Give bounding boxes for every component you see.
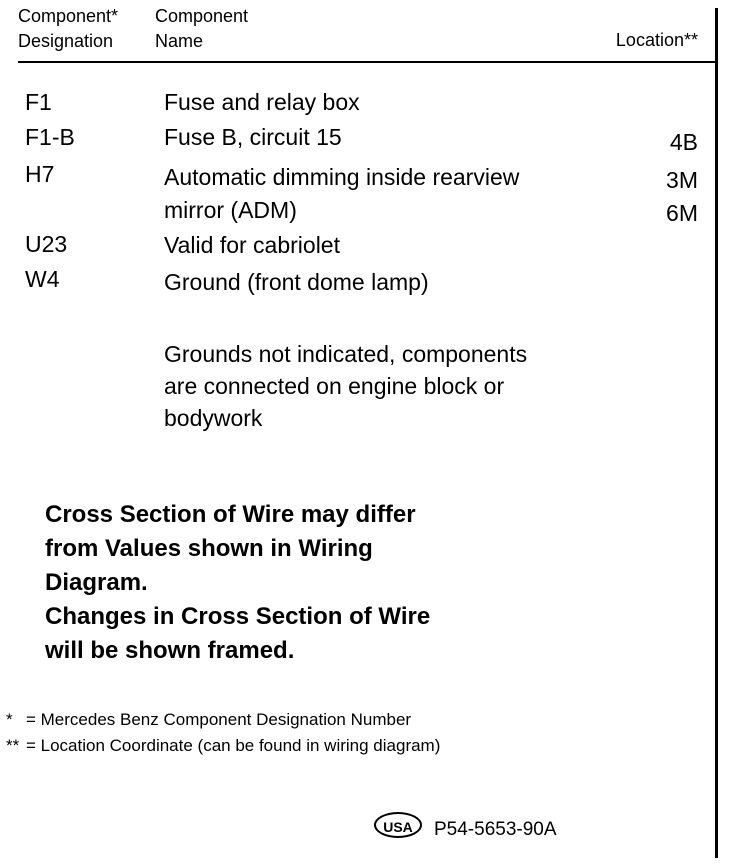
- header-location: Location**: [615, 30, 698, 50]
- footnote-location: [6, 734, 440, 758]
- row-name: mirror (ADM): [164, 197, 297, 223]
- row-code: W4: [25, 266, 60, 292]
- row-name: Fuse and relay box: [164, 89, 360, 115]
- note-line: bodywork: [164, 405, 263, 431]
- header-designation-line1: Component*: [18, 6, 119, 26]
- header-designation: [18, 4, 118, 54]
- footnote-mark: **: [6, 736, 20, 755]
- wire-cross-section-warning: [45, 498, 565, 668]
- row-code: F1-B: [25, 124, 75, 150]
- warning-line: will be shown framed.: [45, 637, 295, 664]
- row-name: Ground (front dome lamp): [164, 269, 429, 295]
- part-number: P54-5653-90A: [434, 819, 557, 840]
- footnote-text: = Mercedes Benz Component Designation Number: [26, 710, 412, 729]
- warning-line: Cross Section of Wire may differ: [45, 501, 416, 528]
- warning-line: Diagram.: [45, 569, 148, 596]
- row-name: Fuse B, circuit 15: [164, 124, 342, 150]
- footnote-designation: [6, 708, 411, 732]
- note-line: are connected on engine block or: [164, 373, 505, 399]
- row-name: Valid for cabriolet: [164, 232, 340, 258]
- grounds-note: [164, 338, 644, 434]
- usa-badge: USA: [374, 812, 422, 838]
- footnote-mark: *: [6, 710, 13, 729]
- row-location: 6M: [666, 200, 698, 226]
- row-location: 3M: [666, 167, 698, 193]
- row-code: F1: [25, 89, 52, 115]
- warning-line: Changes in Cross Section of Wire: [45, 603, 431, 630]
- right-border-rule: [715, 8, 718, 858]
- note-line: Grounds not indicated, components: [164, 341, 528, 367]
- row-code: H7: [25, 161, 55, 187]
- row-code: U23: [25, 231, 68, 257]
- header-name-line2: Name: [155, 31, 204, 51]
- header-divider: [18, 61, 715, 63]
- header-name: [155, 4, 248, 54]
- header-name-line1: Component: [155, 6, 249, 26]
- row-location: 4B: [669, 129, 698, 155]
- row-name: Automatic dimming inside rearview: [164, 164, 520, 190]
- warning-line: from Values shown in Wiring: [45, 535, 373, 562]
- header-designation-line2: Designation: [18, 31, 114, 51]
- footnote-text: = Location Coordinate (can be found in wiring diagram): [26, 736, 441, 755]
